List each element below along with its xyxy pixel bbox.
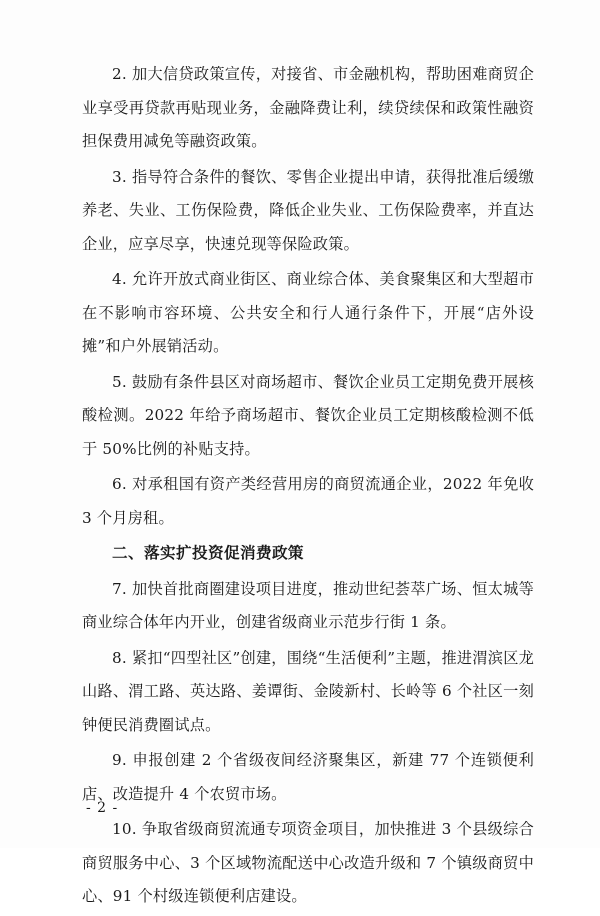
paragraph-item-4: 4. 允许开放式商业街区、商业综合体、美食聚集区和大型超市在不影响市容环境、公共安全和行人通行条件下，开展“店外设摊”和户外展销活动。 [82, 270, 534, 355]
paragraph-item-6: 6. 对承租国有资产类经营用房的商贸流通企业，2022 年免收 3 个月房租。 [82, 475, 534, 527]
paragraph-item-8: 8. 紧扣“四型社区”创建，围绕“生活便利”主题，推进渭滨区龙山路、渭工路、英达路、姜谭街、金陵新村、长岭等 6 个社区一刻钟便民消费圈试点。 [82, 648, 534, 734]
paragraph-item-10: 10. 争取省级商贸流通专项资金项目，加快推进 3 个县级综合商贸服务中心、3 个区域物流配送中心改造升级和 7 个镇级商贸中心、91 个村级连锁便利店建设。 [82, 820, 534, 905]
paragraph-item-5: 5. 鼓励有条件县区对商场超市、餐饮企业员工定期免费开展核酸检测。2022 年给予商场超市、餐饮企业员工定期核酸检测不低于 50%比例的补贴支持。 [82, 372, 534, 458]
paragraph-item-2: 2. 加大信贷政策宣传，对接省、市金融机构，帮助困难商贸企业享受再贷款再贴现业务，金融降费让利，续贷续保和政策性融资担保费用减免等融资政策。 [82, 65, 534, 150]
document-body [82, 58, 534, 916]
paragraph-item-7: 7. 加快首批商圈建设项目进度，推动世纪荟萃广场、恒太城等商业综合体年内开业，创建省级商业示范步行街 1 条。 [82, 579, 534, 631]
section-heading: 二、落实扩投资促消费政策 [112, 544, 304, 562]
paragraph-item-3: 3. 指导符合条件的餐饮、零售企业提出申请，获得批准后缓缴养老、失业、工伤保险费，降低企业失业、工伤保险费率，并直达企业，应享尽享，快速兑现等保险政策。 [82, 167, 534, 253]
page-number: - 2 - [86, 800, 119, 816]
paragraph-item-9: 9. 申报创建 2 个省级夜间经济聚集区，新建 77 个连锁便利店、改造提升 4 个农贸市场。 [82, 751, 534, 803]
